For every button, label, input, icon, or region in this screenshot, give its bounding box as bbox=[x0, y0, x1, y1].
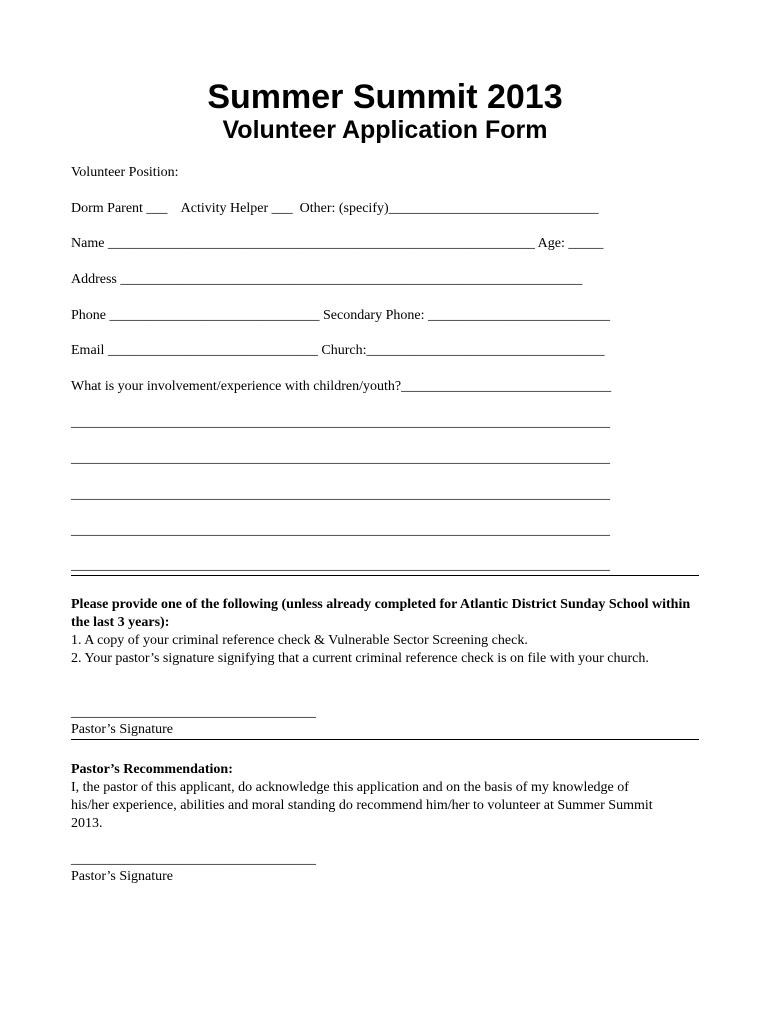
volunteer-position-options[interactable]: Dorm Parent ___ Activity Helper ___ Other: (specify)______________________________ bbox=[71, 201, 599, 216]
answer-blank-line[interactable]: _____________________________________________________________________________ bbox=[71, 487, 610, 502]
email-church-field[interactable]: Email ______________________________ Church:__________________________________ bbox=[71, 343, 605, 358]
answer-blank-line[interactable]: _____________________________________________________________________________ bbox=[71, 415, 610, 430]
answer-blank-line[interactable]: _____________________________________________________________________________ bbox=[71, 558, 610, 573]
address-field[interactable]: Address __________________________________________________________________ bbox=[71, 272, 583, 287]
signature-label: Pastor’s Signature bbox=[71, 869, 174, 884]
phone-field[interactable]: Phone ______________________________ Secondary Phone: __________________________ bbox=[71, 308, 610, 323]
answer-blank-line[interactable]: _____________________________________________________________________________ bbox=[71, 451, 610, 466]
requirements-heading: Please provide one of the following (unless already completed for Atlantic District Sunday School within the last 3 years): bbox=[71, 597, 691, 630]
form-subtitle: Volunteer Application Form bbox=[222, 116, 548, 144]
requirement-item-2: 2. Your pastor’s signature signifying that a current criminal reference check is on file with your church. bbox=[71, 651, 649, 666]
section-divider bbox=[71, 575, 699, 576]
signature-line[interactable]: ___________________________________ bbox=[71, 852, 316, 867]
recommendation-body: I, the pastor of this applicant, do acknowledge this application and on the basis of my knowledge of his/her experience, abilities and moral standing do recommend him/her to volunteer at Summer Summit 2013. bbox=[71, 780, 653, 831]
signature-label: Pastor’s Signature bbox=[71, 722, 174, 737]
name-age-field[interactable]: Name _____________________________________________________________ Age: _____ bbox=[71, 236, 604, 251]
signature-line[interactable]: ___________________________________ bbox=[71, 705, 316, 720]
section-divider bbox=[71, 739, 699, 740]
volunteer-position-label: Volunteer Position: bbox=[71, 165, 179, 180]
page-title: Summer Summit 2013 bbox=[207, 78, 563, 116]
experience-question-field[interactable]: What is your involvement/experience with children/youth?______________________________ bbox=[71, 379, 612, 394]
requirement-item-1: 1. A copy of your criminal reference check & Vulnerable Sector Screening check. bbox=[71, 633, 528, 648]
recommendation-heading: Pastor’s Recommendation: bbox=[71, 762, 233, 777]
answer-blank-line[interactable]: _____________________________________________________________________________ bbox=[71, 523, 610, 538]
